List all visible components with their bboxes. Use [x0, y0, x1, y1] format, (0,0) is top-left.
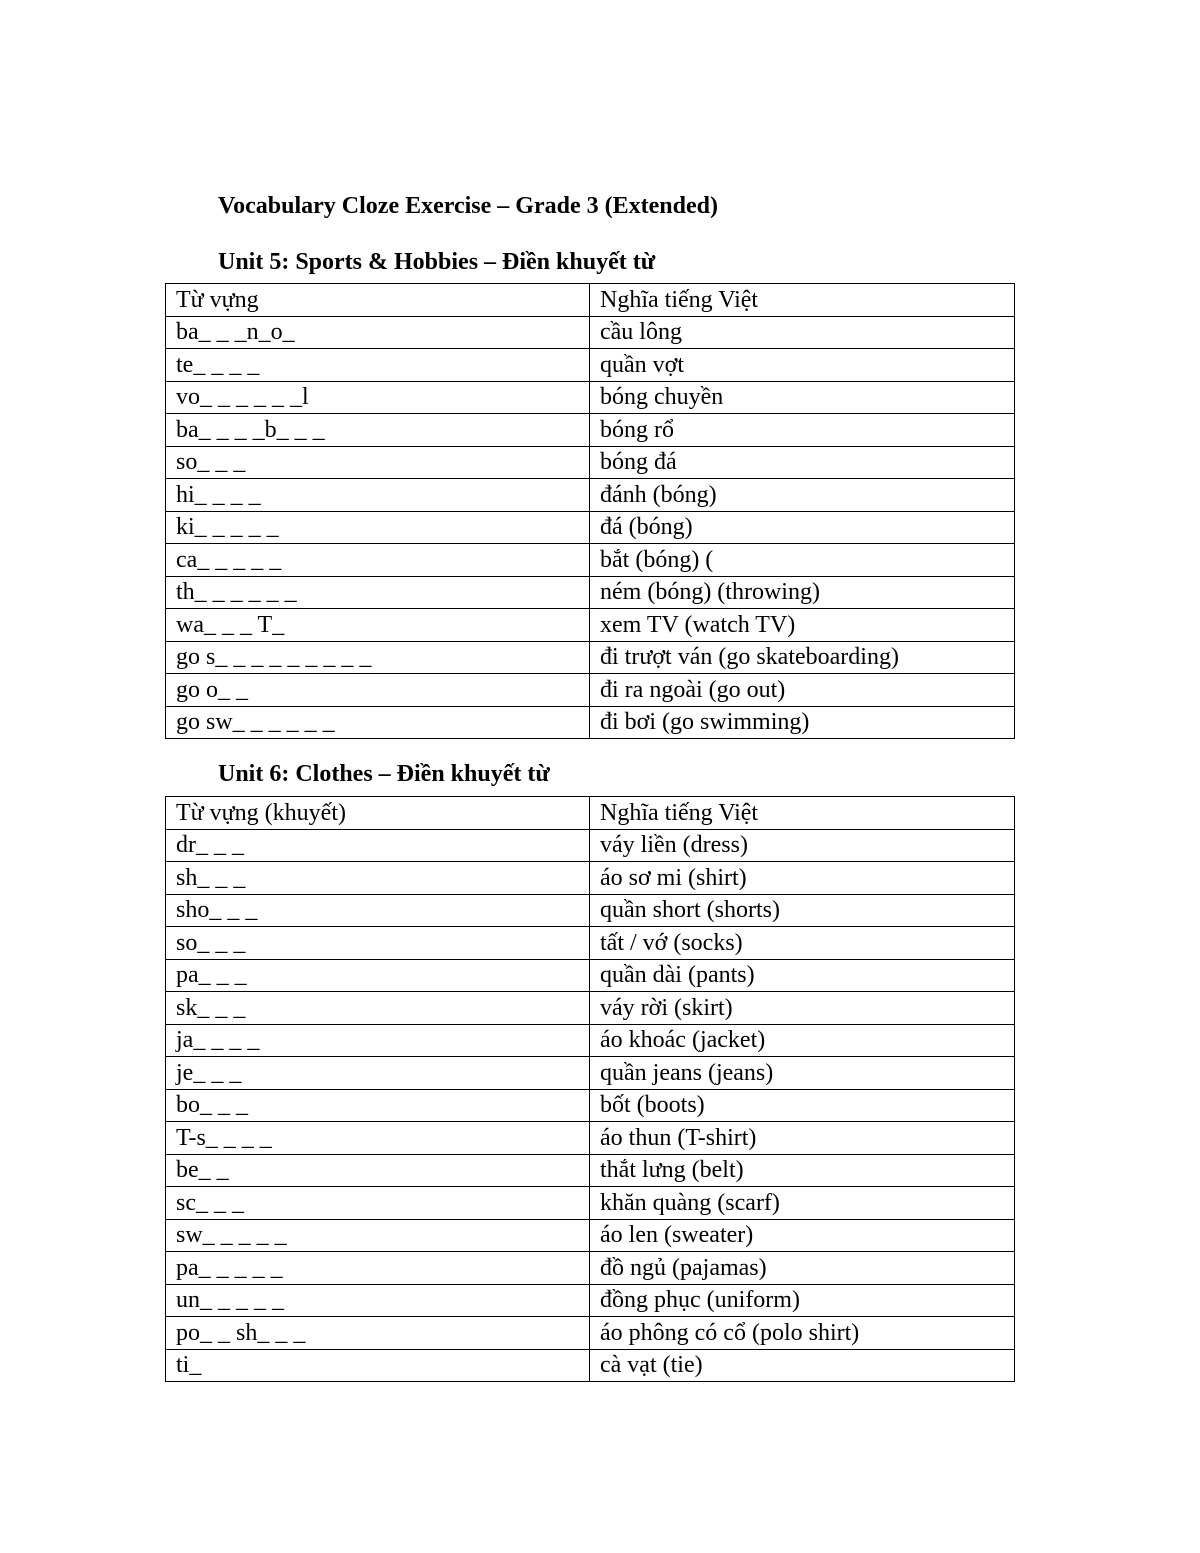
table-row [166, 381, 1015, 414]
meaning-cell: cà vạt (tie) [590, 1349, 1015, 1382]
meaning-cell: bắt (bóng) ( [590, 544, 1015, 577]
table-row [166, 511, 1015, 544]
table-row [166, 862, 1015, 895]
unit5-vocab-table [165, 283, 1015, 739]
meaning-cell: cầu lông [590, 316, 1015, 349]
table-row [166, 829, 1015, 862]
meaning-cell: đi trượt ván (go skateboarding) [590, 641, 1015, 674]
meaning-cell: quần dài (pants) [590, 959, 1015, 992]
unit5-heading: Unit 5: Sports & Hobbies – Điền khuyết từ [218, 249, 656, 275]
word-cell: po_ _ sh_ _ _ [166, 1317, 590, 1350]
word-cell: ba_ _ _n_o_ [166, 316, 590, 349]
table-row [166, 959, 1015, 992]
table-row [166, 641, 1015, 674]
word-cell: ti_ [166, 1349, 590, 1382]
word-cell: Từ vựng [166, 284, 590, 317]
meaning-cell: bóng rổ [590, 414, 1015, 447]
word-cell: so_ _ _ [166, 446, 590, 479]
table-row [166, 576, 1015, 609]
word-cell: sho_ _ _ [166, 894, 590, 927]
table-row [166, 414, 1015, 447]
meaning-cell: bốt (boots) [590, 1089, 1015, 1122]
word-cell: Từ vựng (khuyết) [166, 797, 590, 830]
table-row [166, 1349, 1015, 1382]
table-row [166, 349, 1015, 382]
meaning-cell: quần short (shorts) [590, 894, 1015, 927]
word-cell: un_ _ _ _ _ [166, 1284, 590, 1317]
meaning-cell: bóng chuyền [590, 381, 1015, 414]
word-cell: ca_ _ _ _ _ [166, 544, 590, 577]
word-cell: sw_ _ _ _ _ [166, 1219, 590, 1252]
word-cell: bo_ _ _ [166, 1089, 590, 1122]
table-row [166, 706, 1015, 739]
meaning-cell: áo len (sweater) [590, 1219, 1015, 1252]
word-cell: dr_ _ _ [166, 829, 590, 862]
meaning-cell: đi ra ngoài (go out) [590, 674, 1015, 707]
meaning-cell: khăn quàng (scarf) [590, 1187, 1015, 1220]
meaning-cell: váy rời (skirt) [590, 992, 1015, 1025]
word-cell: ja_ _ _ _ [166, 1024, 590, 1057]
meaning-cell: quần jeans (jeans) [590, 1057, 1015, 1090]
meaning-cell: bóng đá [590, 446, 1015, 479]
page-title: Vocabulary Cloze Exercise – Grade 3 (Extended) [218, 193, 718, 219]
table-row [166, 1154, 1015, 1187]
meaning-cell: đồng phục (uniform) [590, 1284, 1015, 1317]
table-row [166, 316, 1015, 349]
meaning-cell: đi bơi (go swimming) [590, 706, 1015, 739]
word-cell: th_ _ _ _ _ _ [166, 576, 590, 609]
meaning-cell: đá (bóng) [590, 511, 1015, 544]
meaning-cell: Nghĩa tiếng Việt [590, 284, 1015, 317]
meaning-cell: quần vợt [590, 349, 1015, 382]
meaning-cell: Nghĩa tiếng Việt [590, 797, 1015, 830]
word-cell: je_ _ _ [166, 1057, 590, 1090]
word-cell: sc_ _ _ [166, 1187, 590, 1220]
meaning-cell: tất / vớ (socks) [590, 927, 1015, 960]
table-row [166, 927, 1015, 960]
word-cell: pa_ _ _ _ _ [166, 1252, 590, 1285]
meaning-cell: đồ ngủ (pajamas) [590, 1252, 1015, 1285]
table-row [166, 1024, 1015, 1057]
word-cell: go sw_ _ _ _ _ _ [166, 706, 590, 739]
word-cell: so_ _ _ [166, 927, 590, 960]
meaning-cell: váy liền (dress) [590, 829, 1015, 862]
word-cell: sh_ _ _ [166, 862, 590, 895]
word-cell: T-s_ _ _ _ [166, 1122, 590, 1155]
word-cell: be_ _ [166, 1154, 590, 1187]
word-cell: vo_ _ _ _ _ _l [166, 381, 590, 414]
table-row [166, 479, 1015, 512]
table-row [166, 1284, 1015, 1317]
table-header-row [166, 797, 1015, 830]
meaning-cell: áo phông có cổ (polo shirt) [590, 1317, 1015, 1350]
table-row [166, 894, 1015, 927]
meaning-cell: xem TV (watch TV) [590, 609, 1015, 642]
unit6-vocab-table [165, 796, 1015, 1382]
word-cell: ba_ _ _ _b_ _ _ [166, 414, 590, 447]
word-cell: sk_ _ _ [166, 992, 590, 1025]
table-header-row [166, 284, 1015, 317]
meaning-cell: ném (bóng) (throwing) [590, 576, 1015, 609]
table-row [166, 544, 1015, 577]
table-row [166, 1219, 1015, 1252]
word-cell: hi_ _ _ _ [166, 479, 590, 512]
table-row [166, 1089, 1015, 1122]
meaning-cell: áo khoác (jacket) [590, 1024, 1015, 1057]
table-row [166, 1057, 1015, 1090]
meaning-cell: áo sơ mi (shirt) [590, 862, 1015, 895]
table-row [166, 609, 1015, 642]
table-row [166, 1252, 1015, 1285]
word-cell: go o_ _ [166, 674, 590, 707]
table-row [166, 992, 1015, 1025]
word-cell: ki_ _ _ _ _ [166, 511, 590, 544]
table-row [166, 1187, 1015, 1220]
word-cell: go s_ _ _ _ _ _ _ _ _ [166, 641, 590, 674]
table-row [166, 1122, 1015, 1155]
table-row [166, 446, 1015, 479]
meaning-cell: áo thun (T-shirt) [590, 1122, 1015, 1155]
meaning-cell: thắt lưng (belt) [590, 1154, 1015, 1187]
word-cell: pa_ _ _ [166, 959, 590, 992]
meaning-cell: đánh (bóng) [590, 479, 1015, 512]
word-cell: wa_ _ _ T_ [166, 609, 590, 642]
table-row [166, 674, 1015, 707]
unit6-heading: Unit 6: Clothes – Điền khuyết từ [218, 761, 550, 787]
table-row [166, 1317, 1015, 1350]
word-cell: te_ _ _ _ [166, 349, 590, 382]
